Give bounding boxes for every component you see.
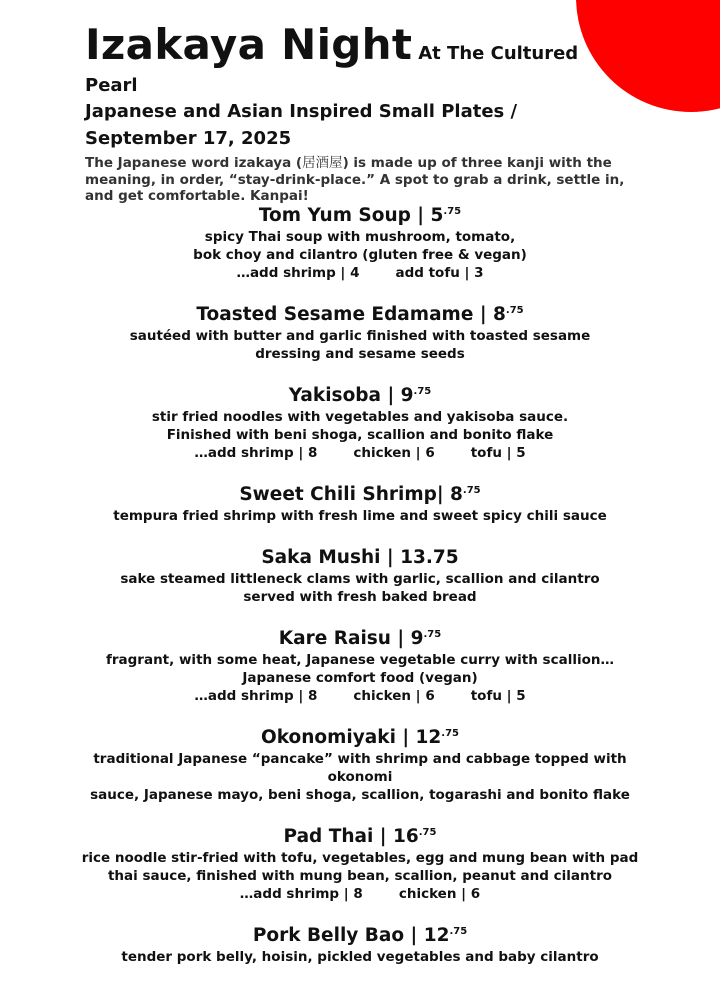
addon-option: …add shrimp | 4 [236, 265, 360, 281]
addon-option: chicken | 6 [398, 886, 481, 902]
menu-item-title: Sweet Chili Shrimp| 8 [239, 484, 463, 505]
addon-option: add tofu | 3 [395, 265, 484, 281]
menu-item-price-cents: .75 [418, 827, 437, 838]
menu-item-name [0, 821, 720, 849]
menu-item-title: Pork Belly Bao | 12 [252, 925, 450, 946]
menu-item-description: sautéed with butter and garlic finished with toasted sesame [129, 328, 591, 344]
intro-paragraph [85, 155, 625, 205]
title-line [85, 20, 645, 79]
menu-item-description: tempura fried shrimp with fresh lime and sweet spicy chili sauce [113, 508, 607, 524]
menu-item [0, 623, 720, 705]
menu-item-addons [0, 687, 720, 705]
menu-item-price-cents: .75 [413, 386, 432, 397]
menu-item-addons [0, 444, 720, 462]
menu-item-description: stir fried noodles with vegetables and yakisoba sauce. [151, 409, 569, 425]
menu-item-title: Kare Raisu | 9 [278, 628, 424, 649]
menu-item-description: Finished with beni shoga, scallion and bonito flake [166, 427, 554, 443]
menu-item [0, 542, 720, 606]
addon-option: tofu | 5 [470, 445, 526, 461]
menu-item-name [0, 299, 720, 327]
menu-item-description: sake steamed littleneck clams with garlic, scallion and cilantro [120, 571, 600, 587]
menu-item-description: traditional Japanese “pancake” with shrimp and cabbage topped with okonomi [93, 751, 627, 785]
menu-item-name [0, 623, 720, 651]
menu-item [0, 722, 720, 804]
menu-item [0, 920, 720, 966]
intro-text-after: ) is made up of three kanji with the meaning, in order, “stay-drink-place.” A spot to grab a drink, settle in, and get comfortable. Kanpai! [85, 155, 625, 204]
menu-item-name [0, 920, 720, 948]
menu-item-name [0, 542, 720, 570]
menu-item-price-cents: .75 [462, 485, 481, 496]
addon-option: …add shrimp | 8 [239, 886, 363, 902]
menu-item-price-cents: .75 [505, 305, 524, 316]
intro-kanji: 居酒屋 [302, 155, 343, 171]
menu-item-addons [0, 264, 720, 282]
menu-item-name [0, 479, 720, 507]
menu-item [0, 821, 720, 903]
menu-item-description: rice noodle stir-fried with tofu, vegetables, egg and mung bean with pad thai sauce, finished with mung bean, scallion, peanut and cilantro [81, 850, 639, 884]
menu-item [0, 479, 720, 525]
menu-item-title: Tom Yum Soup | 5 [258, 205, 444, 226]
addon-option: chicken | 6 [353, 688, 435, 704]
addon-option: tofu | 5 [470, 688, 526, 704]
menu-item-description: fragrant, with some heat, Japanese vegetable curry with scallion… [106, 652, 614, 668]
menu-item-description: bok choy and cilantro (gluten free & vegan) [193, 247, 527, 263]
subtitle-line-1: Japanese and Asian Inspired Small Plates / [85, 101, 518, 122]
addon-option: …add shrimp | 8 [194, 688, 318, 704]
menu-item-price-cents: .75 [443, 206, 462, 217]
menu-item-price-cents: .75 [449, 926, 468, 937]
menu-item-name [0, 722, 720, 750]
menu-item-title: Okonomiyaki | 12 [260, 727, 442, 748]
menu-item-title: Yakisoba | 9 [288, 385, 414, 406]
menu-item-title: Pad Thai | 16 [283, 826, 419, 847]
menu-item-description: Japanese comfort food (vegan) [242, 670, 478, 686]
menu-item-description: served with fresh baked bread [243, 589, 477, 605]
menu-item-name [0, 380, 720, 408]
menu-header [85, 20, 645, 205]
menu-item [0, 380, 720, 462]
menu-item-price-cents: .75 [423, 629, 442, 640]
subtitle-date: September 17, 2025 [85, 128, 292, 149]
menu-item-description: sauce, Japanese mayo, beni shoga, scallion, togarashi and bonito flake [90, 787, 630, 803]
menu-item-title: Toasted Sesame Edamame | 8 [196, 304, 506, 325]
menu-item-price-cents: .75 [441, 728, 460, 739]
page-title: Izakaya Night [85, 20, 413, 69]
menu-item-description: dressing and sesame seeds [255, 346, 465, 362]
addon-option: chicken | 6 [353, 445, 435, 461]
intro-text-before: The Japanese word izakaya ( [85, 155, 303, 171]
addon-option: …add shrimp | 8 [194, 445, 318, 461]
menu-item-description: tender pork belly, hoisin, pickled vegetables and baby cilantro [121, 949, 599, 965]
title-suffix: At The Cultured [418, 43, 579, 64]
menu-item-name [0, 200, 720, 228]
menu-item-title: Saka Mushi | 13.75 [261, 547, 459, 568]
menu-item [0, 200, 720, 282]
title-suffix-continued: Pearl [85, 75, 138, 96]
menu-items-list [0, 200, 720, 983]
menu-item-addons [0, 885, 720, 903]
menu-item [0, 299, 720, 363]
menu-item-description: spicy Thai soup with mushroom, tomato, [204, 229, 516, 245]
